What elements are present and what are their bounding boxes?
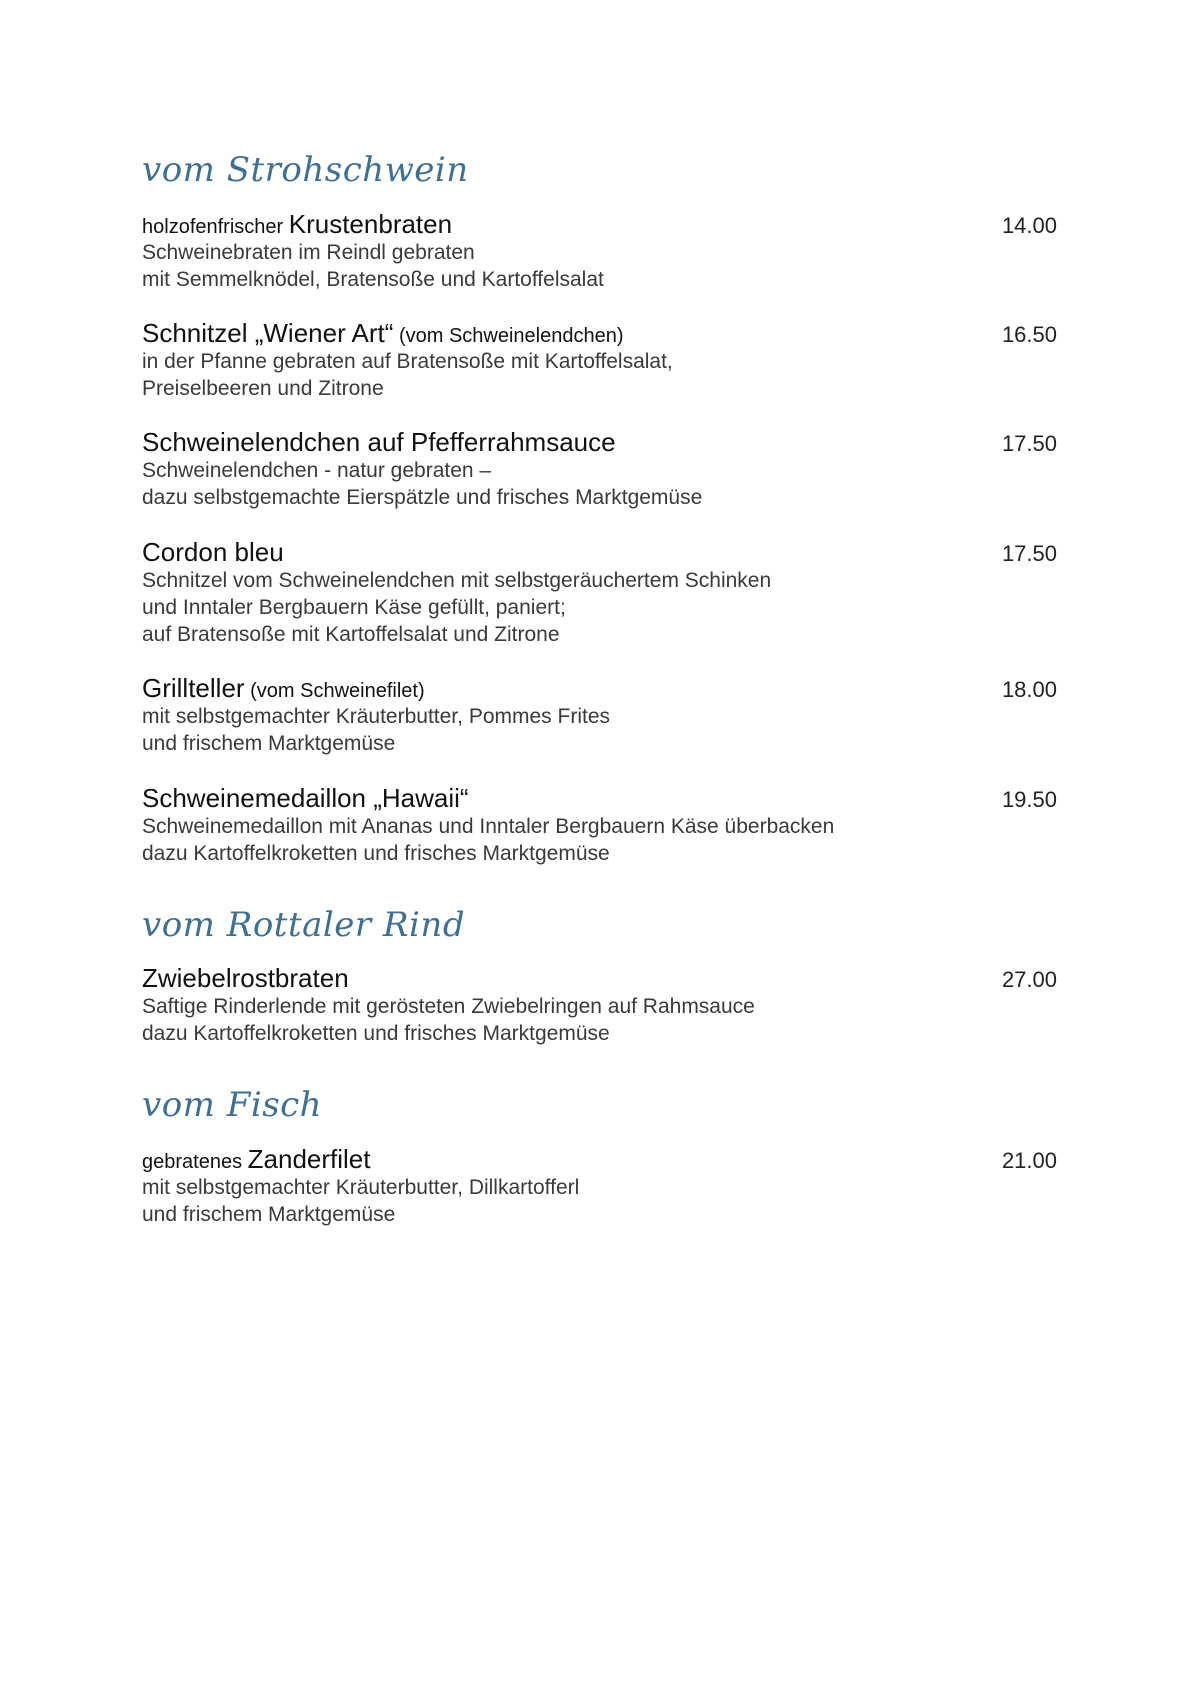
menu-item: [142, 673, 1057, 757]
menu-item-price: 17.50: [1001, 541, 1057, 566]
menu-item-title-row: [142, 537, 1057, 567]
menu-item-description: in der Pfanne gebraten auf Bratensoße mit Kartoffelsalat,: [142, 350, 673, 373]
menu-item-price: 16.50: [1001, 322, 1057, 347]
menu-item-name: Schweinelendchen auf Pfefferrahmsauce: [142, 427, 616, 457]
section-heading-rottaler-rind: vom Rottaler Rind: [142, 905, 466, 945]
menu-item-description: mit selbstgemachter Kräuterbutter, Dillkartofferl: [142, 1176, 580, 1199]
menu-item-title-row: [142, 783, 1057, 813]
menu-item-description: Schnitzel vom Schweinelendchen mit selbstgeräuchertem Schinken: [142, 569, 772, 592]
menu-item: [142, 537, 1057, 648]
menu-item-price: 17.50: [1001, 431, 1057, 456]
menu-item-title-row: [142, 963, 1057, 993]
menu-item-name: Schnitzel „Wiener Art“: [142, 318, 394, 348]
menu-item-description: Preiselbeeren und Zitrone: [142, 377, 384, 400]
menu-item-name: Zanderfilet: [247, 1144, 371, 1174]
menu-item-description: Schweinelendchen - natur gebraten –: [142, 459, 492, 482]
menu-item-prefix: holzofenfrischer: [142, 216, 289, 238]
menu-item-description: Schweinemedaillon mit Ananas und Inntaler Bergbauern Käse überbacken: [142, 815, 835, 838]
menu-item-title-row: [142, 209, 1057, 239]
menu-item-description: und frischem Marktgemüse: [142, 732, 396, 755]
menu-item-name: Schweinemedaillon „Hawaii“: [142, 783, 469, 813]
menu-item: [142, 318, 1057, 402]
menu-item-price: 21.00: [1001, 1148, 1057, 1173]
menu-item-suffix: (vom Schweinefilet): [244, 680, 425, 702]
menu-item-suffix: (vom Schweinelendchen): [393, 325, 624, 347]
menu-item-description: und Inntaler Bergbauern Käse gefüllt, paniert;: [142, 596, 566, 619]
menu-item-name: Zwiebelrostbraten: [142, 963, 349, 993]
menu-item-description: dazu Kartoffelkroketten und frisches Marktgemüse: [142, 842, 610, 865]
menu-item-description: Saftige Rinderlende mit gerösteten Zwiebelringen auf Rahmsauce: [142, 995, 755, 1018]
menu-item: [142, 209, 1057, 293]
menu-item-description: auf Bratensoße mit Kartoffelsalat und Zitrone: [142, 623, 560, 646]
menu-item-name: Krustenbraten: [288, 209, 453, 239]
menu-item-price: 14.00: [1001, 213, 1057, 238]
menu-item-description: Schweinebraten im Reindl gebraten: [142, 241, 475, 264]
menu-item-name: Cordon bleu: [142, 537, 284, 567]
menu-item-description: mit Semmelknödel, Bratensoße und Kartoffelsalat: [142, 268, 604, 291]
menu-item-title-row: [142, 318, 1057, 348]
menu-item-description: dazu Kartoffelkroketten und frisches Marktgemüse: [142, 1022, 610, 1045]
menu-item-price: 18.00: [1001, 677, 1057, 702]
menu-item-price: 27.00: [1001, 967, 1057, 992]
section-heading-fisch: vom Fisch: [142, 1085, 323, 1125]
menu-item: [142, 783, 1057, 867]
menu-item-prefix: gebratenes: [142, 1151, 248, 1173]
menu-item-name: Grillteller: [142, 673, 245, 703]
menu-item: [142, 427, 1057, 511]
menu-item: [142, 1144, 1057, 1228]
section-heading-strohschwein: vom Strohschwein: [142, 150, 469, 190]
menu-item-title-row: [142, 427, 1057, 457]
menu-item-title-row: [142, 1144, 1057, 1174]
menu-item-description: dazu selbstgemachte Eierspätzle und frisches Marktgemüse: [142, 486, 703, 509]
menu-item-description: mit selbstgemachter Kräuterbutter, Pommes Frites: [142, 705, 610, 728]
menu-item: [142, 963, 1057, 1047]
menu-item-price: 19.50: [1001, 787, 1057, 812]
menu-item-description: und frischem Marktgemüse: [142, 1203, 396, 1226]
menu-item-title-row: [142, 673, 1057, 703]
